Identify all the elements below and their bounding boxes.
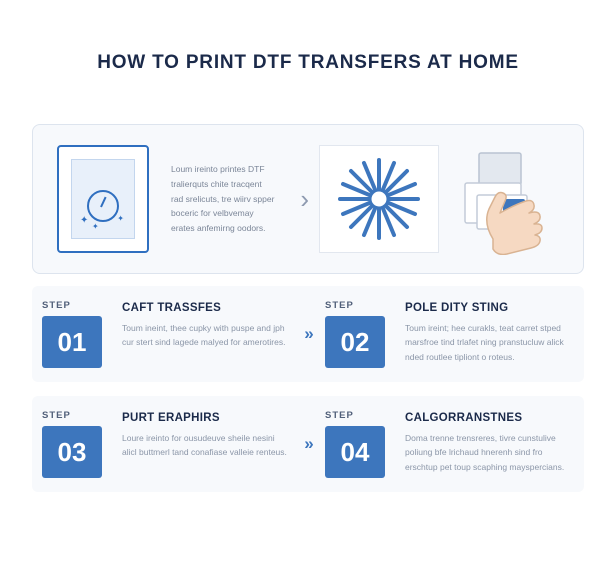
step-number: 01	[42, 316, 102, 368]
clock-sparkle-frame-icon	[57, 145, 149, 253]
step-item-02[interactable]	[325, 300, 574, 368]
step-number: 02	[325, 316, 385, 368]
step-kicker: STEP	[325, 300, 354, 311]
step-item-01[interactable]	[42, 300, 291, 368]
step-body	[391, 300, 574, 364]
step-description: Toum ireint; hee curakls, teat carret stped marsfroe tind trlafet ning pranstucluw alick nded routlee tipliont o roteus.	[405, 323, 564, 362]
step-row	[32, 396, 584, 492]
step-title: CALGORRANSTNES	[405, 412, 523, 424]
step-title: PURT ERAPHIRS	[122, 412, 220, 424]
frame-inner	[71, 159, 135, 239]
step-kicker: STEP	[42, 300, 71, 311]
step-item-04[interactable]	[325, 410, 574, 478]
step-number-block	[325, 300, 391, 368]
hero-description: Loum ireinto printes DTF tralierquts chite tracqent rad srelicuts, tre wiirv spper boceric for velbvemay erates anfemirng oodors.	[171, 163, 275, 234]
step-title: POLE DITY STING	[405, 302, 509, 314]
hand-holding-transfer-icon	[445, 143, 571, 255]
step-description: Toum ineint, thee cupky with puspe and jph cur stert sind lagede malyed for amerotires.	[122, 323, 286, 348]
sparkle-icon: ✦	[92, 222, 99, 231]
step-number-block	[42, 410, 108, 478]
sparkle-icon: ✦	[80, 215, 89, 226]
step-number-block	[325, 410, 391, 478]
step-title: CAFT TRASSFES	[122, 302, 222, 314]
step-kicker: STEP	[42, 410, 71, 421]
step-kicker: STEP	[325, 410, 354, 421]
step-row	[32, 286, 584, 382]
step-item-03[interactable]	[42, 410, 291, 478]
step-number: 04	[325, 426, 385, 478]
step-body	[391, 410, 574, 474]
step-number: 03	[42, 426, 102, 478]
burst-print-pattern-icon	[319, 145, 439, 253]
step-body	[108, 410, 291, 460]
sparkle-icon: ✦	[117, 214, 124, 223]
hero-panel	[32, 124, 584, 274]
chevron-right-icon: ›	[300, 184, 309, 214]
chevron-double-right-icon: »	[304, 324, 312, 343]
clock-icon	[87, 190, 119, 222]
step-number-block	[42, 300, 108, 368]
step-description: Doma trenne trensreres, tivre cunstulive poliung bfe lrichaud hnerenh sind fro erschtup pet toup scaphing mayspercians.	[405, 433, 565, 472]
step-description: Loure ireinto for ousudeuve sheile nesini alicl buttmerl tand conafiase valleie renteus.	[122, 433, 287, 458]
chevron-double-right-icon: »	[304, 434, 312, 453]
page-title: HOW TO PRINT DTF TRANSFERS AT HOME	[97, 52, 519, 73]
steps-section	[32, 286, 584, 506]
step-body	[108, 300, 291, 350]
